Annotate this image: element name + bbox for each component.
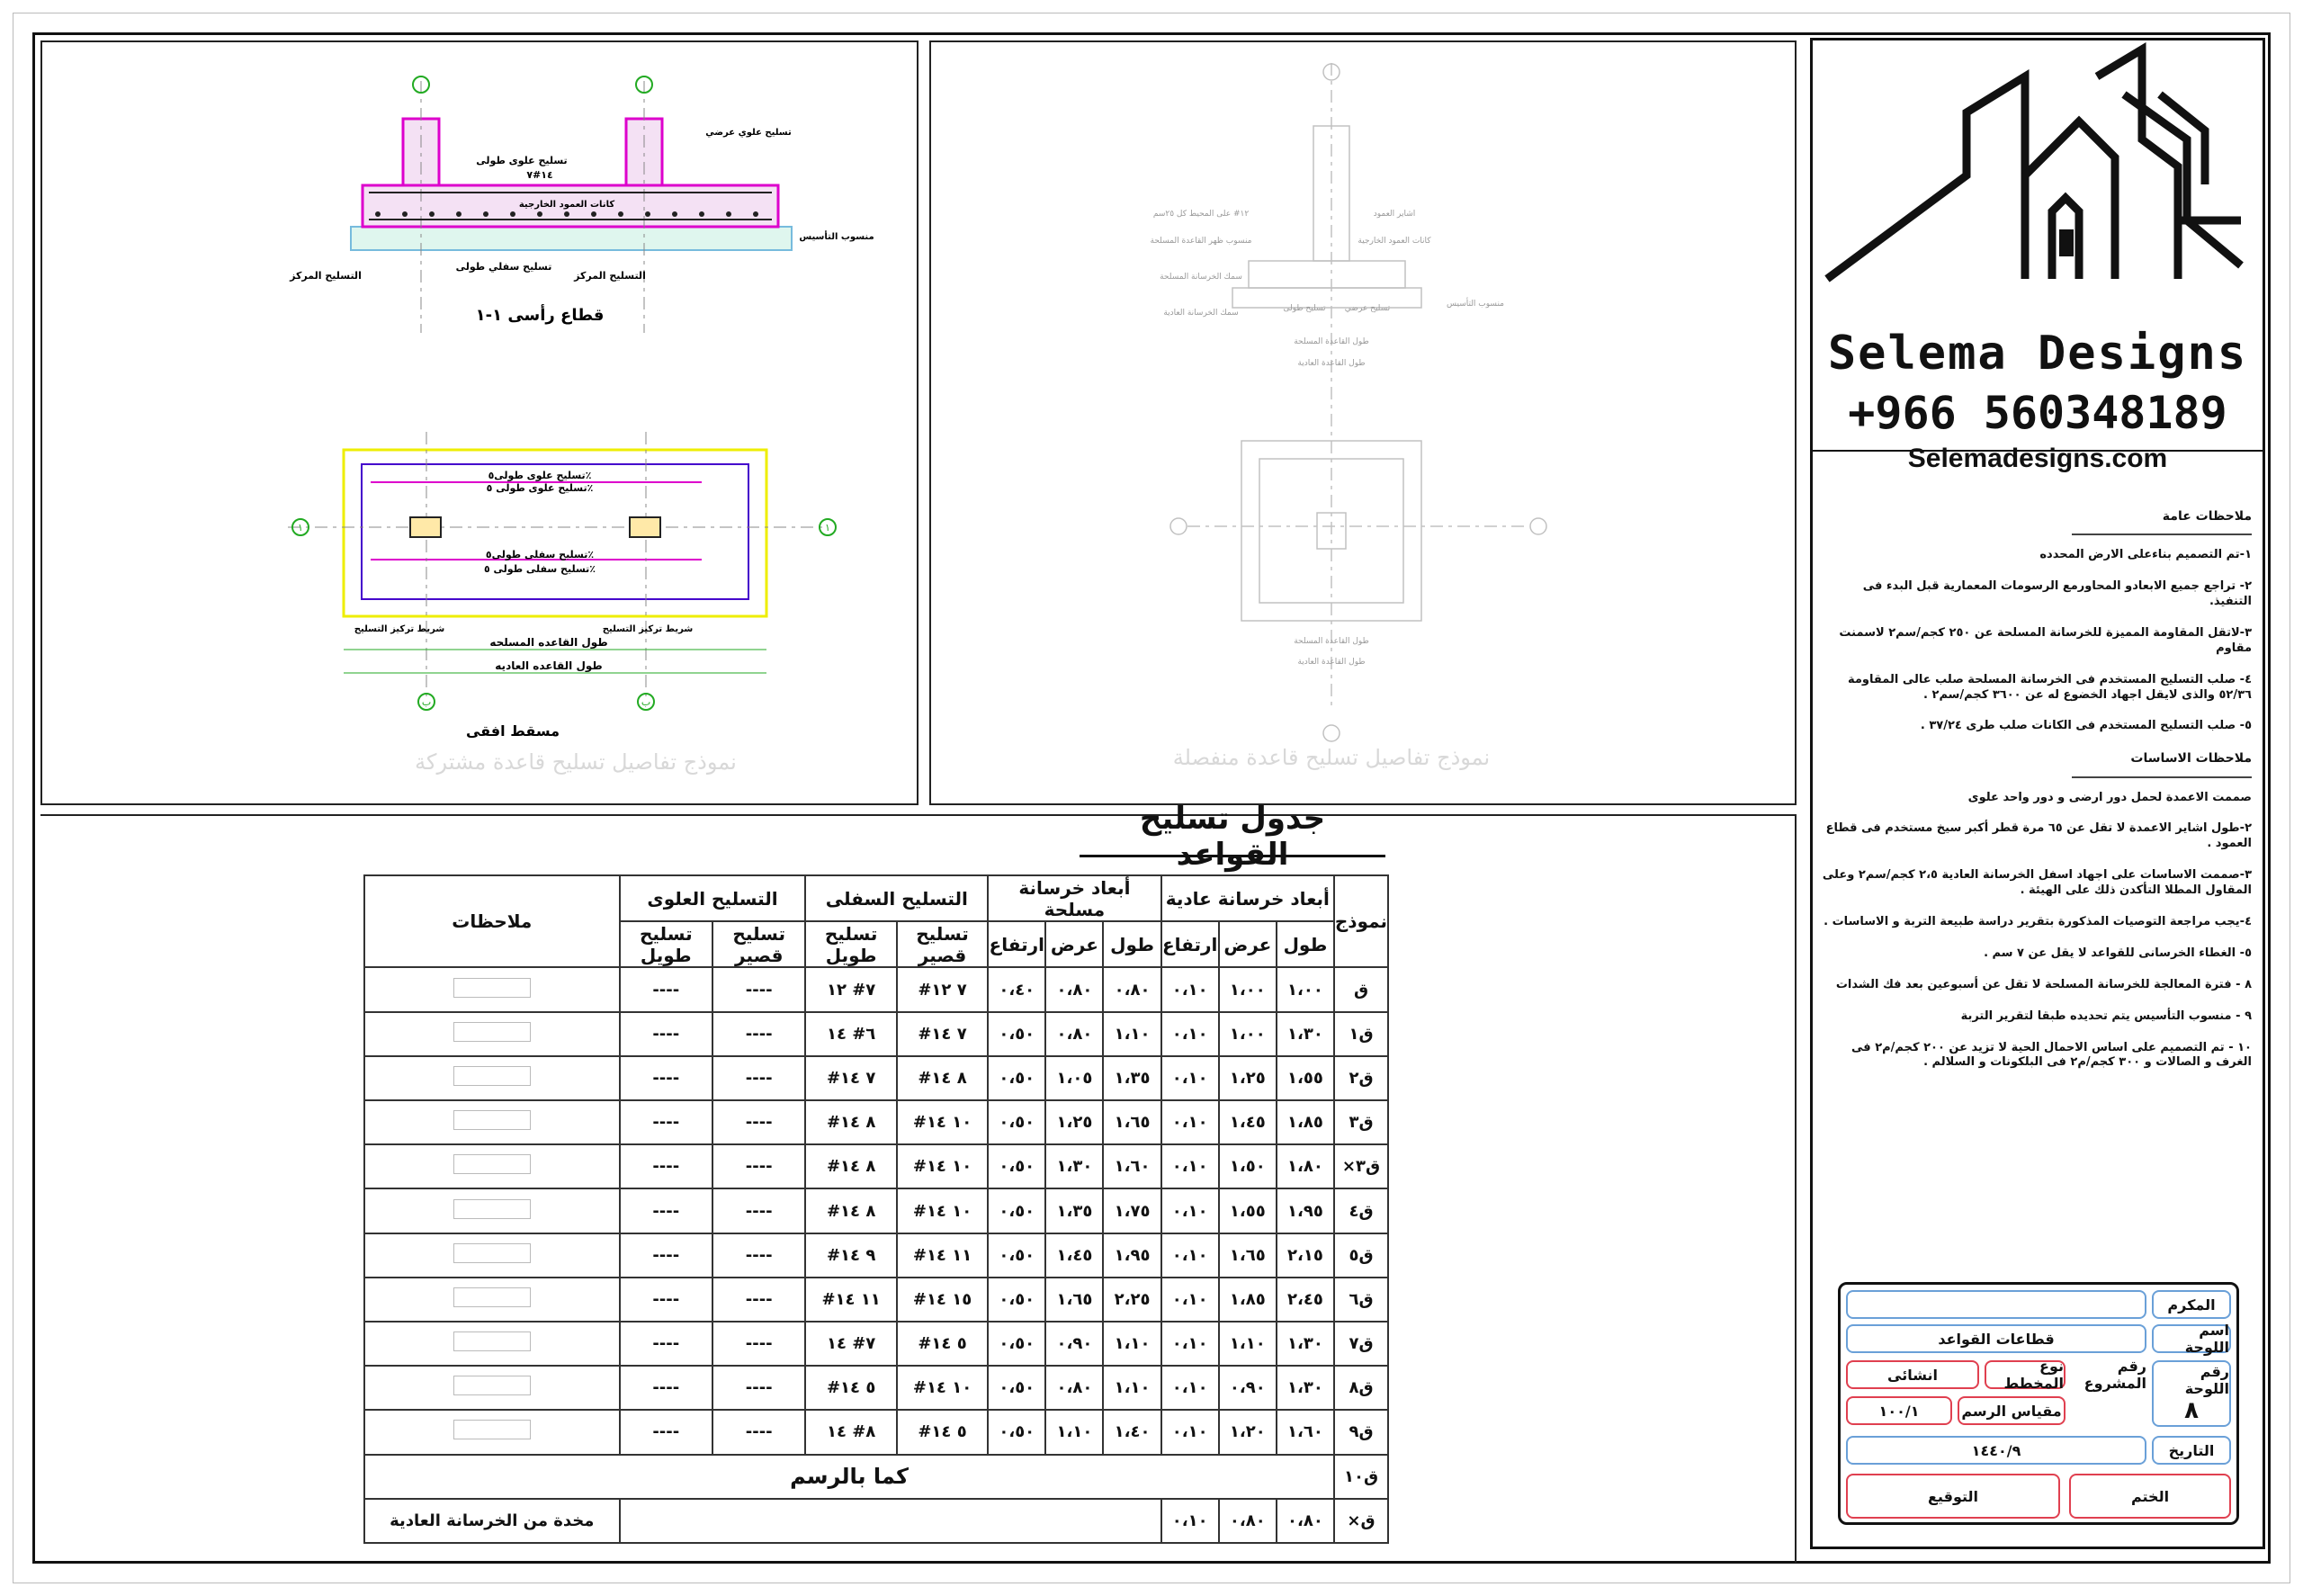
project-number-label: رقم المشروع	[2083, 1358, 2146, 1392]
note-input-box[interactable]	[453, 1022, 531, 1042]
notes-section	[1822, 501, 2252, 1087]
table-row	[364, 1233, 1388, 1278]
table-row	[364, 1188, 1388, 1233]
table-cell-tl: ----	[620, 1410, 712, 1454]
svg-text:تسليح سفلى طولى٥٪: تسليح سفلى طولى٥٪	[485, 549, 595, 560]
table-cell-rh: ٠،٥٠	[988, 1188, 1045, 1233]
svg-text:تسليح علوى طولى٥٪: تسليح علوى طولى٥٪	[488, 470, 592, 481]
table-cell-notes[interactable]	[364, 1012, 620, 1056]
owner-field[interactable]	[1846, 1290, 2146, 1319]
svg-text:١٢# على المحيط كل ٢٥سم: ١٢# على المحيط كل ٢٥سم	[1152, 210, 1250, 219]
brand-website[interactable]: Selemadesigns.com	[1907, 444, 2168, 473]
table-cell-rh: ٠،٥٠	[988, 1322, 1045, 1366]
table-row	[364, 1322, 1388, 1366]
table-cell-pw: ١،٠٠	[1219, 967, 1277, 1011]
table-cell-rl: ٠،٨٠	[1103, 967, 1160, 1011]
note-input-box[interactable]	[453, 1154, 531, 1174]
table-cell-ph: ٠،١٠	[1161, 1233, 1219, 1278]
table-cell-notes[interactable]	[364, 967, 620, 1011]
date-value[interactable]: ١٤٤٠/٩	[1846, 1436, 2146, 1465]
svg-text:شريط تركيز التسليح: شريط تركيز التسليح	[354, 624, 445, 634]
logo-area	[1813, 40, 2263, 452]
table-cell-pw: ١،٤٥	[1219, 1100, 1277, 1144]
table-cell-bs: ١١ ١٤#	[897, 1233, 988, 1278]
table-cell-pw: ١،٨٥	[1219, 1278, 1277, 1322]
table-cell-tl: ----	[620, 967, 712, 1011]
note-input-box[interactable]	[453, 1110, 531, 1130]
title-block	[1810, 38, 2265, 1549]
table-cell-notes[interactable]	[364, 1100, 620, 1144]
table-cell-ts: ----	[712, 1366, 805, 1410]
table-cell-rw: ١،٣٠	[1045, 1144, 1103, 1188]
table-cell-ts: ----	[712, 1410, 805, 1454]
table-cell-rw: ١،٣٥	[1045, 1188, 1103, 1233]
logo-building-icon	[1818, 40, 2259, 310]
table-cell-rl: ١،٣٥	[1103, 1056, 1160, 1100]
table-cell-notes[interactable]	[364, 1410, 620, 1454]
svg-text:سمك الخرسانة المسلحة: سمك الخرسانة المسلحة	[1160, 273, 1242, 282]
table-cell-ph: ٠،١٠	[1161, 1322, 1219, 1366]
svg-text:سمك الخرسانة العادية: سمك الخرسانة العادية	[1163, 309, 1239, 318]
owner-label: المكرم	[2152, 1290, 2231, 1319]
table-cell-rw: ٠،٩٠	[1045, 1322, 1103, 1366]
table-cell-rh: ٠،٥٠	[988, 1100, 1045, 1144]
table-cell-pl: ٢،١٥	[1277, 1233, 1334, 1278]
table-cell-notes[interactable]	[364, 1233, 620, 1278]
label-foundation-level: منسوب التأسيس	[799, 232, 874, 242]
table-cell-bl: ٩ ١٤#	[805, 1233, 896, 1278]
combined-footing-caption: نموذج تفاصيل تسليح قاعدة مشتركة	[415, 749, 737, 775]
combined-footing-section	[270, 63, 900, 342]
svg-text:مسقط افقى: مسقط افقى	[465, 722, 560, 740]
table-cell-bs: ٥ ١٤#	[897, 1410, 988, 1454]
table-cell-rl: ١،٧٥	[1103, 1188, 1160, 1233]
table-row	[364, 1144, 1388, 1188]
table-cell-ph: ٠،١٠	[1161, 1012, 1219, 1056]
svg-text:طول القاعدة العادية: طول القاعدة العادية	[1297, 658, 1366, 667]
brand-phone: +966 560348189	[1848, 387, 2227, 439]
general-note: ٣-لاتقل المقاومة المميزة للخرسانة المسلحة عن ٢٥٠ كجم/سم٢ لاسمنت مقاوم	[1839, 625, 2252, 655]
general-note: ٢- تراجع جميع الابعادو المحاورمع الرسومات المعمارية قبل البدء فى التنفيذ.	[1862, 579, 2252, 608]
table-cell-ph: ٠،١٠	[1161, 1366, 1219, 1410]
table-cell-rw: ١،٤٥	[1045, 1233, 1103, 1278]
label-center-rebar-left: التسليح المركز	[290, 270, 362, 282]
table-cell-bl: ٧# ١٤	[805, 1322, 896, 1366]
table-cell-pl: ١،٩٥	[1277, 1188, 1334, 1233]
info-box	[1838, 1282, 2239, 1525]
table-cell-rh: ٠،٥٠	[988, 1410, 1045, 1454]
note-input-box[interactable]	[453, 1331, 531, 1351]
table-cell-ph: ٠،١٠	[1161, 1100, 1219, 1144]
table-cell-rl: ١،٦٠	[1103, 1144, 1160, 1188]
table-cell-tl: ----	[620, 1278, 712, 1322]
plain-concrete-layer	[351, 227, 792, 250]
table-cell-rl: ٢،٢٥	[1103, 1278, 1160, 1322]
foundation-note: صممت الاعمدة لحمل دور ارضى و دور واحد علوى	[1967, 790, 2252, 804]
table-cell-rw: ١،٢٥	[1045, 1100, 1103, 1144]
note-input-box[interactable]	[453, 1420, 531, 1439]
table-cell-tl: ----	[620, 1144, 712, 1188]
table-cell-ts: ----	[712, 1100, 805, 1144]
table-cell-pw: ١،٢٥	[1219, 1056, 1277, 1100]
table-cell-bl: ٨ ١٤#	[805, 1144, 896, 1188]
table-cell-model: ق٤	[1334, 1188, 1388, 1233]
table-cell-pw: ١،٥٥	[1219, 1188, 1277, 1233]
svg-text:شريط تركيز التسليح: شريط تركيز التسليح	[602, 624, 694, 634]
table-cell-rw: ١،٠٥	[1045, 1056, 1103, 1100]
table-row-qx: ق× ٠،٨٠ ٠،٨٠ ٠،١٠ مخدة من الخرسانة العادية	[364, 1499, 1388, 1543]
table-cell-bl: ١١ ١٤#	[805, 1278, 896, 1322]
table-row-q10: ق١٠ كما بالرسم	[364, 1455, 1388, 1499]
label-top-transverse: تسليح علوي عرضي	[705, 128, 792, 138]
table-row	[364, 1012, 1388, 1056]
label-top-rebar: ١٤#٧	[526, 169, 553, 181]
table-cell-ts: ----	[712, 1322, 805, 1366]
table-cell-rw: ٠،٨٠	[1045, 967, 1103, 1011]
table-cell-pl: ١،٦٠	[1277, 1410, 1334, 1454]
table-cell-ph: ٠،١٠	[1161, 1056, 1219, 1100]
section-title: قطاع رأسى ١-١	[475, 306, 605, 325]
table-body	[364, 967, 1388, 1454]
combined-footing-plan	[279, 432, 891, 792]
table-cell-ts: ----	[712, 967, 805, 1011]
table-cell-rh: ٠،٥٠	[988, 1056, 1045, 1100]
sheet-number: ٨	[2184, 1397, 2199, 1424]
table-cell-bs: ٧ ١٢#	[897, 967, 988, 1011]
table-cell-notes[interactable]	[364, 1366, 620, 1410]
svg-text:طول القاعده العاديه: طول القاعده العاديه	[495, 659, 603, 672]
svg-text:تسليح سفلى طولى ٥٪: تسليح سفلى طولى ٥٪	[483, 563, 596, 575]
foundation-note: ٤-يجب مراجعة التوصيات المذكورة بتقرير دراسة طبيعة التربة و الاساسات .	[1824, 914, 2252, 928]
table-cell-tl: ----	[620, 1012, 712, 1056]
svg-text:طول القاعدة العادية: طول القاعدة العادية	[1297, 359, 1366, 368]
note-input-box[interactable]	[453, 1287, 531, 1307]
svg-text:طول القاعدة المسلحة: طول القاعدة المسلحة	[1294, 337, 1369, 346]
table-cell-model: ق٥	[1334, 1233, 1388, 1278]
svg-text:تسليح عرضي: تسليح عرضي	[1344, 304, 1391, 313]
scale-value[interactable]: ١٠٠/١	[1846, 1396, 1952, 1425]
table-cell-pl: ١،٨٠	[1277, 1144, 1334, 1188]
note-input-box[interactable]	[453, 1066, 531, 1086]
scheme-type[interactable]: انشائى	[1846, 1360, 1979, 1389]
general-note: ١-تم التصميم بناءعلى الارض المحدده	[2039, 548, 2252, 562]
table-cell-ts: ----	[712, 1278, 805, 1322]
svg-text:طول القاعده المسلحه: طول القاعده المسلحه	[489, 636, 608, 649]
foundation-note: ١٠ - تم التصميم على اساس الاحمال الحية لا تزيد عن ٢٠٠ كجم/م٢ فى الغرف و الصالات و ٣٠٠ كجم/م٢ فى البلكونات و السلالم .	[1851, 1040, 2252, 1070]
table-cell-notes[interactable]	[364, 1322, 620, 1366]
sheet-name-label: اسم اللوحة	[2152, 1324, 2231, 1353]
table-cell-bl: ٨ ١٤#	[805, 1188, 896, 1233]
table-cell-bs: ١٠ ١٤#	[897, 1100, 988, 1144]
table-row	[364, 967, 1388, 1011]
svg-text:منسوب التأسيس: منسوب التأسيس	[1447, 300, 1504, 309]
stamp-box[interactable]: الختم	[2069, 1474, 2231, 1519]
table-cell-model: ق٨	[1334, 1366, 1388, 1410]
table-cell-rl: ١،١٠	[1103, 1012, 1160, 1056]
hdr-plain-dims: أبعاد خرسانة عادية	[1161, 875, 1334, 921]
general-note: ٥- صلب التسليح المستخدم فى الكانات صلب طرى ٣٧/٢٤ .	[1920, 719, 2252, 733]
label-column-ties: كانات العمود الخارجية	[518, 200, 615, 210]
signature-box[interactable]: التوقيع	[1846, 1474, 2060, 1519]
table-cell-bs: ٥ ١٤#	[897, 1322, 988, 1366]
table-row	[364, 1366, 1388, 1410]
table-cell-tl: ----	[620, 1233, 712, 1278]
footing-table: نموذج أبعاد خرسانة عادية أبعاد خرسانة مسلحة التسليح السفلى التسليح العلوى ملاحظات طول عرض ارتفاع طول عرض ارتفاع تسليح قصير تسليح طويل تسليح قصير تسليح طويل ق ١،٠٠ ١،٠٠ ٠،١٠ ٠،٨٠ ٠،٨٠ ٠،٤٠ ٧ ١٢# ٧# ١٢ ---- ---- ق١ ١،٣٠ ١،٠٠ ٠،١٠ ١،١٠ ٠،٨٠ ٠،٥٠ ٧ ١٤# ٦# ١٤ ---- ---- ق٢ ١،٥٥ ١،٢٥ ٠،١٠ ١،٣٥ ١،٠٥ ٠،٥٠ ٨ ١٤# ٧ ١٤# ---- ---- ق٣ ١،٨٥ ١،٤٥ ٠،١٠ ١،٦٥ ١،٢٥ ٠،٥٠ ١٠ ١٤# ٨ ١٤# ---- ---- ق٣× ١،٨٠ ١،٥٠ ٠،١٠ ١،٦٠ ١،٣٠ ٠،٥٠ ١٠ ١٤# ٨ ١٤# ---- ---- ق٤ ١،٩٥ ١،٥٥ ٠،١٠ ١،٧٥ ١،٣٥ ٠،٥٠ ١٠ ١٤# ٨ ١٤# ---- ---- ق٥ ٢،١٥ ١،٦٥ ٠،١٠ ١،٩٥ ١،٤٥ ٠،٥٠ ١١ ١٤# ٩ ١٤# ---- ---- ق٦ ٢،٤٥ ١،٨٥ ٠،١٠ ٢،٢٥ ١،٦٥ ٠،٥٠ ١٥ ١٤# ١١ ١٤# ---- ---- ق٧ ١،٣٠ ١،١٠ ٠،١٠ ١،١٠ ٠،٩٠ ٠،٥٠ ٥ ١٤# ٧# ١٤ ---- ---- ق٨ ١،٣٠ ٠،٩٠ ٠،١٠ ١،١٠ ٠،٨٠ ٠،٥٠ ١٠ ١٤# ٥ ١٤# ---- ---- ق٩ ١،٦٠ ١،٢٠ ٠،١٠ ١،٤٠ ١،١٠ ٠،٥٠ ٥ ١٤# ٨# ١٤ ---- ---- ق١٠ كما بالرسم ق× ٠،٨٠ ٠،٨٠ ٠،١٠ مخدة من الخرسانة العادية	[363, 874, 1389, 1544]
table-row	[364, 1056, 1388, 1100]
svg-text:طول القاعدة المسلحة: طول القاعدة المسلحة	[1294, 637, 1369, 646]
table-cell-ts: ----	[712, 1012, 805, 1056]
table-cell-bs: ١٠ ١٤#	[897, 1188, 988, 1233]
table-cell-model: ق٧	[1334, 1322, 1388, 1366]
general-notes-title: ملاحظات عامة	[2162, 509, 2252, 524]
table-cell-rl: ١،٤٠	[1103, 1410, 1160, 1454]
table-cell-ph: ٠،١٠	[1161, 967, 1219, 1011]
table-cell-model: ق٣×	[1334, 1144, 1388, 1188]
table-cell-rw: ١،١٠	[1045, 1410, 1103, 1454]
svg-text:ب: ب	[421, 696, 432, 708]
table-cell-notes[interactable]	[364, 1188, 620, 1233]
svg-text:كانات العمود الخارجية: كانات العمود الخارجية	[1358, 237, 1431, 246]
table-cell-bs: ١٠ ١٤#	[897, 1144, 988, 1188]
table-cell-model: ق٩	[1334, 1410, 1388, 1454]
svg-text:اشاير العمود: اشاير العمود	[1373, 210, 1416, 219]
svg-text:تسليح علوى طولى ٥٪: تسليح علوى طولى ٥٪	[486, 482, 594, 494]
hdr-reinforced-dims: أبعاد خرسانة مسلحة	[988, 875, 1160, 921]
svg-text:منسوب ظهر القاعدة المسلحة: منسوب ظهر القاعدة المسلحة	[1150, 237, 1252, 246]
table-row	[364, 1278, 1388, 1322]
table-cell-notes[interactable]	[364, 1144, 620, 1188]
table-cell-rh: ٠،٥٠	[988, 1012, 1045, 1056]
foundation-notes-title: ملاحظات الاساسات	[2130, 751, 2252, 767]
table-row	[364, 1410, 1388, 1454]
table-cell-notes[interactable]	[364, 1056, 620, 1100]
sheet-number-box	[2152, 1360, 2231, 1427]
hdr-top-rebar: التسليح العلوى	[620, 875, 806, 921]
column-plan-left	[410, 517, 441, 537]
table-cell-model: ق٢	[1334, 1056, 1388, 1100]
brand-name: Selema Designs	[1827, 327, 2248, 381]
table-cell-rh: ٠،٥٠	[988, 1233, 1045, 1278]
table-cell-tl: ----	[620, 1100, 712, 1144]
scale-label: مقياس الرسم	[1958, 1396, 2066, 1425]
table-cell-ts: ----	[712, 1233, 805, 1278]
foundation-note: ٥- الغطاء الخرسانى للقواعد لا يقل عن ٧ سم .	[1984, 946, 2252, 960]
table-cell-pw: ١،٦٥	[1219, 1233, 1277, 1278]
label-top-long: تسليح علوى طولى	[476, 155, 568, 166]
table-cell-pw: ١،١٠	[1219, 1322, 1277, 1366]
note-input-box[interactable]	[453, 1199, 531, 1219]
table-title: جدول تسليح القواعد	[1080, 801, 1385, 857]
table-cell-bl: ٨ ١٤#	[805, 1100, 896, 1144]
table-cell-ph: ٠،١٠	[1161, 1278, 1219, 1322]
table-cell-rl: ١،٦٥	[1103, 1100, 1160, 1144]
table-cell-rl: ١،١٠	[1103, 1322, 1160, 1366]
table-cell-model: ق	[1334, 967, 1388, 1011]
table-cell-bs: ١٥ ١٤#	[897, 1278, 988, 1322]
table-cell-pl: ١،٣٠	[1277, 1366, 1334, 1410]
table-cell-tl: ----	[620, 1056, 712, 1100]
hdr-notes: ملاحظات	[364, 875, 620, 967]
svg-text:١: ١	[825, 522, 830, 533]
table-cell-bl: ٧ ١٤#	[805, 1056, 896, 1100]
table-cell-bl: ٦# ١٤	[805, 1012, 896, 1056]
table-cell-model: ق٣	[1334, 1100, 1388, 1144]
table-cell-ts: ----	[712, 1144, 805, 1188]
table-cell-ts: ----	[712, 1056, 805, 1100]
scheme-type-label: نوع المخطط	[1985, 1360, 2066, 1389]
note-input-box[interactable]	[453, 1243, 531, 1263]
table-cell-ph: ٠،١٠	[1161, 1410, 1219, 1454]
isolated-footing-drawings	[1098, 63, 1601, 783]
foundation-note: ٩ - منسوب التأسيس يتم تحديده طبقا لتقرير التربة	[1960, 1009, 2252, 1023]
table-cell-rh: ٠،٥٠	[988, 1366, 1045, 1410]
isolated-footing-caption: نموذج تفاصيل تسليح قاعدة منفصلة	[1172, 745, 1491, 770]
table-cell-rw: ٠،٨٠	[1045, 1366, 1103, 1410]
table-cell-rl: ١،١٠	[1103, 1366, 1160, 1410]
table-cell-bl: ٧# ١٢	[805, 967, 896, 1011]
table-cell-bl: ٨# ١٤	[805, 1410, 896, 1454]
table-cell-rh: ٠،٥٠	[988, 1278, 1045, 1322]
sheet-number-label: رقم اللوحة	[2184, 1363, 2229, 1397]
table-cell-pl: ١،٣٠	[1277, 1322, 1334, 1366]
hdr-model: نموذج	[1334, 875, 1388, 967]
note-input-box[interactable]	[453, 1376, 531, 1395]
table-row	[364, 1100, 1388, 1144]
table-cell-rl: ١،٩٥	[1103, 1233, 1160, 1278]
general-note: ٤- صلب التسليح المستخدم فى الخرسانة المسلحة صلب عالى المقاومة ٥٢/٣٦ والذى لايقل اجهاد الخضوع له عن ٣٦٠٠ كجم/سم٢ .	[1847, 672, 2252, 702]
table-cell-pw: ١،٠٠	[1219, 1012, 1277, 1056]
column-plan-right	[630, 517, 660, 537]
table-cell-bs: ٨ ١٤#	[897, 1056, 988, 1100]
label-center-rebar-right: التسليح المركز	[574, 270, 646, 282]
table-cell-tl: ----	[620, 1366, 712, 1410]
table-cell-bl: ٥ ١٤#	[805, 1366, 896, 1410]
table-cell-rw: ٠،٨٠	[1045, 1012, 1103, 1056]
table-cell-model: ق٦	[1334, 1278, 1388, 1322]
table-cell-ph: ٠،١٠	[1161, 1188, 1219, 1233]
table-cell-model: ق١	[1334, 1012, 1388, 1056]
table-cell-ts: ----	[712, 1188, 805, 1233]
table-cell-pl: ١،٨٥	[1277, 1100, 1334, 1144]
table-cell-bs: ٧ ١٤#	[897, 1012, 988, 1056]
foundation-note: ٨ - فترة المعالجة للخرسانة المسلحة لا تقل عن أسبوعين بعد فك الشدات	[1835, 977, 2252, 991]
table-cell-rh: ٠،٤٠	[988, 967, 1045, 1011]
table-cell-rw: ١،٦٥	[1045, 1278, 1103, 1322]
table-cell-notes[interactable]	[364, 1278, 620, 1322]
table-cell-pl: ١،٣٠	[1277, 1012, 1334, 1056]
table-cell-rh: ٠،٥٠	[988, 1144, 1045, 1188]
foundation-note: ٣-صممت الاساسات على اجهاد اسفل الخرسانة العادية ٢،٥ كجم/سم٢ وعلى المقاول المطلا التأكدن ذلك على الهيئة .	[1822, 868, 2252, 898]
table-cell-pw: ١،٥٠	[1219, 1144, 1277, 1188]
svg-text:ب: ب	[641, 696, 651, 708]
table-cell-pl: ١،٥٥	[1277, 1056, 1334, 1100]
table-cell-tl: ----	[620, 1188, 712, 1233]
table-cell-pl: ٢،٤٥	[1277, 1278, 1334, 1322]
table-cell-bs: ١٠ ١٤#	[897, 1366, 988, 1410]
foundation-note: ٢-طول اشاير الاعمدة لا تقل عن ٦٥ مرة قطر أكبر سيخ مستخدم فى قطاع العمود .	[1825, 821, 2252, 851]
table-cell-tl: ----	[620, 1322, 712, 1366]
date-label: التاريخ	[2152, 1436, 2231, 1465]
sheet-name-field[interactable]: قطاعات القواعد	[1846, 1324, 2146, 1353]
svg-text:تسليح طولى: تسليح طولى	[1283, 304, 1326, 313]
table-cell-pl: ١،٠٠	[1277, 967, 1334, 1011]
hdr-bottom-rebar: التسليح السفلى	[805, 875, 988, 921]
table-cell-pw: ١،٢٠	[1219, 1410, 1277, 1454]
table-cell-pw: ٠،٩٠	[1219, 1366, 1277, 1410]
note-input-box[interactable]	[453, 978, 531, 998]
svg-text:١: ١	[298, 522, 303, 533]
label-bottom-long: تسليح سفلي طولى	[455, 261, 552, 273]
table-cell-ph: ٠،١٠	[1161, 1144, 1219, 1188]
